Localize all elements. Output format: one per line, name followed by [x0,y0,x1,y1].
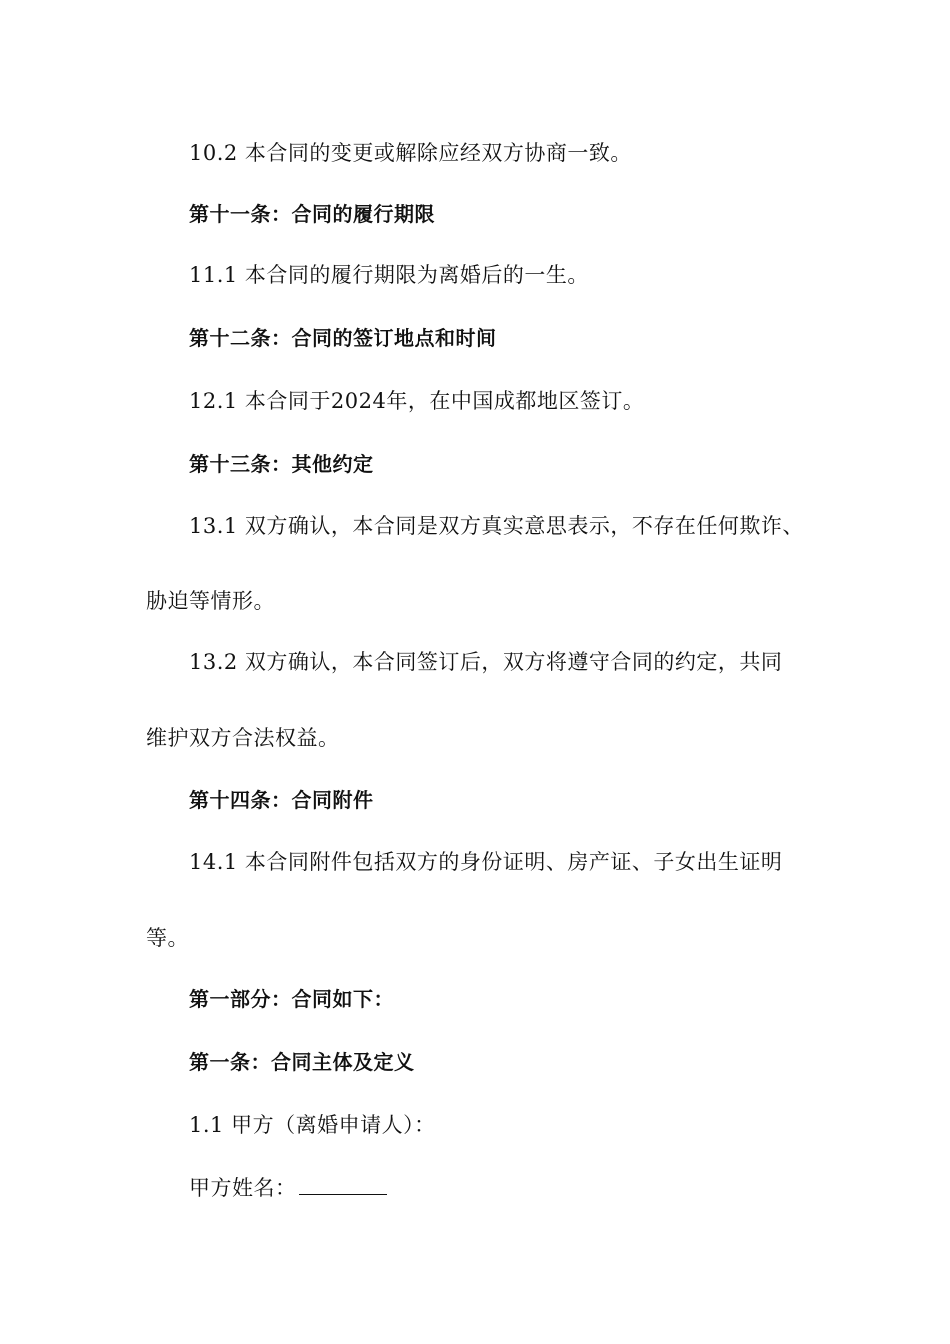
part-one-heading: 第一部分：合同如下： [189,987,394,1011]
clause-12-1: 12.1 本合同于2024年，在中国成都地区签订。 [189,389,645,413]
party-a-name-blank [299,1178,387,1195]
clause-14-1-line-2: 等。 [146,926,189,950]
article-11-heading: 第十一条：合同的履行期限 [189,202,435,226]
clause-13-1-line-2: 胁迫等情形。 [146,589,275,613]
party-a-name-label: 甲方姓名： [189,1176,297,1200]
article-1-heading: 第一条：合同主体及定义 [189,1050,415,1074]
article-12-heading: 第十二条：合同的签订地点和时间 [189,326,497,350]
clause-13-2-line-1: 13.2 双方确认，本合同签订后，双方将遵守合同的约定，共同 [189,650,783,674]
clause-1-1: 1.1 甲方（离婚申请人）： [189,1113,436,1137]
clause-13-1-line-1: 13.1 双方确认，本合同是双方真实意思表示，不存在任何欺诈、 [189,514,804,538]
clause-13-2-line-2: 维护双方合法权益。 [146,726,340,750]
party-a-name-row [189,1178,387,1199]
article-13-heading: 第十三条：其他约定 [189,452,374,476]
clause-11-1: 11.1 本合同的履行期限为离婚后的一生。 [189,263,589,287]
clause-14-1-line-1: 14.1 本合同附件包括双方的身份证明、房产证、子女出生证明 [189,850,783,874]
clause-10-2: 10.2 本合同的变更或解除应经双方协商一致。 [189,141,632,165]
article-14-heading: 第十四条：合同附件 [189,788,374,812]
